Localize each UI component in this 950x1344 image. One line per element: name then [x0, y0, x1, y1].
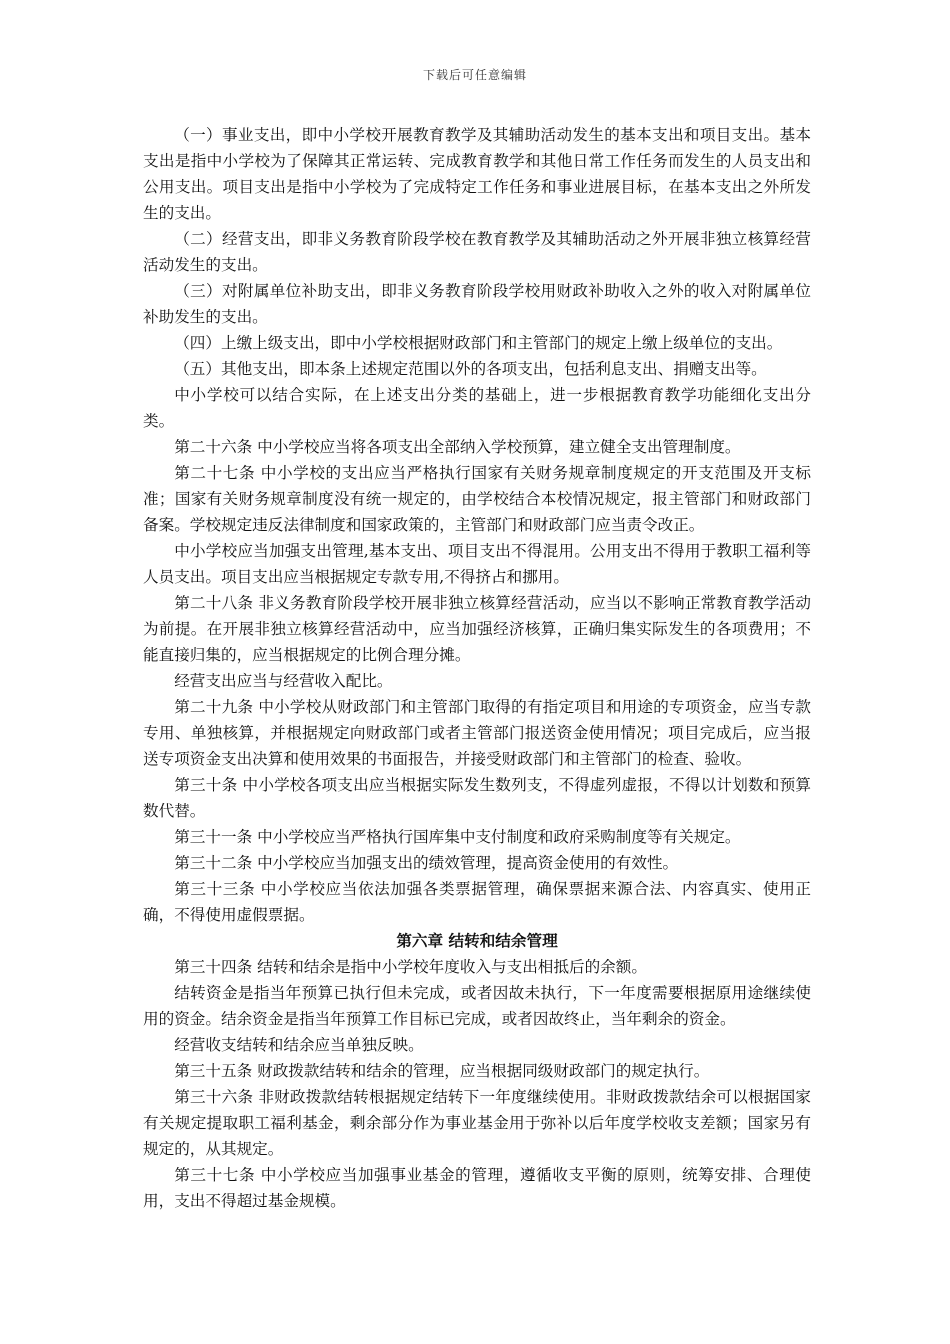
- paragraph: 第三十七条 中小学校应当加强事业基金的管理，遵循收支平衡的原则，统筹安排、合理使用，支出不得超过基金规模。: [143, 1166, 811, 1210]
- paragraph: 经营收支结转和结余应当单独反映。: [174, 1036, 424, 1054]
- paragraph: 第三十三条 中小学校应当依法加强各类票据管理，确保票据来源合法、内容真实、使用正确，不得使用虚假票据。: [143, 880, 811, 924]
- paragraph: 第三十二条 中小学校应当加强支出的绩效管理，提高资金使用的有效性。: [174, 854, 679, 872]
- paragraph: 第二十八条 非义务教育阶段学校开展非独立核算经营活动，应当以不影响正常教育教学活动为前提。在开展非独立核算经营活动中，应当加强经济核算，正确归集实际发生的各项费用；不能直接归集的，应当根据规定的比例合理分摊。: [143, 594, 811, 664]
- document-body: [143, 122, 811, 1214]
- paragraph: 第二十七条 中小学校的支出应当严格执行国家有关财务规章制度规定的开支范围及开支标准；国家有关财务规章制度没有统一规定的，由学校结合本校情况规定，报主管部门和财政部门备案。学校规定违反法律制度和国家政策的，主管部门和财政部门应当责令改正。: [143, 464, 811, 534]
- paragraph: 第二十六条 中小学校应当将各项支出全部纳入学校预算，建立健全支出管理制度。: [174, 438, 741, 456]
- paragraph: 第三十条 中小学校各项支出应当根据实际发生数列支，不得虚列虚报，不得以计划数和预算数代替。: [143, 776, 811, 820]
- paragraph: 经营支出应当与经营收入配比。: [174, 672, 393, 690]
- chapter-heading: 第六章 结转和结余管理: [396, 931, 558, 950]
- paragraph: 结转资金是指当年预算已执行但未完成，或者因故未执行，下一年度需要根据原用途继续使用的资金。结余资金是指当年预算工作目标已完成，或者因故终止，当年剩余的资金。: [143, 984, 811, 1028]
- paragraph: 第三十五条 财政拨款结转和结余的管理，应当根据同级财政部门的规定执行。: [174, 1062, 710, 1080]
- paragraph: （二）经营支出，即非义务教育阶段学校在教育教学及其辅助活动之外开展非独立核算经营活动发生的支出。: [143, 230, 811, 274]
- paragraph: 第三十一条 中小学校应当严格执行国库集中支付制度和政府采购制度等有关规定。: [174, 828, 741, 846]
- paragraph: 第三十四条 结转和结余是指中小学校年度收入与支出相抵后的余额。: [174, 958, 647, 976]
- paragraph: （三）对附属单位补助支出，即非义务教育阶段学校用财政补助收入之外的收入对附属单位补助发生的支出。: [143, 282, 811, 326]
- paragraph: 第三十六条 非财政拨款结转根据规定结转下一年度继续使用。非财政拨款结余可以根据国家有关规定提取职工福利基金，剩余部分作为事业基金用于弥补以后年度学校收支差额；国家另有规定的，从其规定。: [143, 1088, 811, 1158]
- paragraph: 第二十九条 中小学校从财政部门和主管部门取得的有指定项目和用途的专项资金，应当专款专用、单独核算，并根据规定向财政部门或者主管部门报送资金使用情况；项目完成后，应当报送专项资金支出决算和使用效果的书面报告，并接受财政部门和主管部门的检查、验收。: [143, 698, 811, 768]
- paragraph: 中小学校可以结合实际，在上述支出分类的基础上，进一步根据教育教学功能细化支出分类。: [143, 386, 811, 430]
- paragraph: （五）其他支出，即本条上述规定范围以外的各项支出，包括利息支出、捐赠支出等。: [174, 360, 767, 378]
- paragraph: （四）上缴上级支出，即中小学校根据财政部门和主管部门的规定上缴上级单位的支出。: [174, 334, 783, 352]
- paragraph: 中小学校应当加强支出管理,基本支出、项目支出不得混用。公用支出不得用于教职工福利等人员支出。项目支出应当根据规定专款专用,不得挤占和挪用。: [143, 542, 811, 586]
- page-header: 下载后可任意编辑: [422, 68, 527, 82]
- paragraph: （一）事业支出，即中小学校开展教育教学及其辅助活动发生的基本支出和项目支出。基本支出是指中小学校为了保障其正常运转、完成教育教学和其他日常工作任务而发生的人员支出和公用支出。项目支出是指中小学校为了完成特定工作任务和事业进展目标，在基本支出之外所发生的支出。: [143, 126, 811, 222]
